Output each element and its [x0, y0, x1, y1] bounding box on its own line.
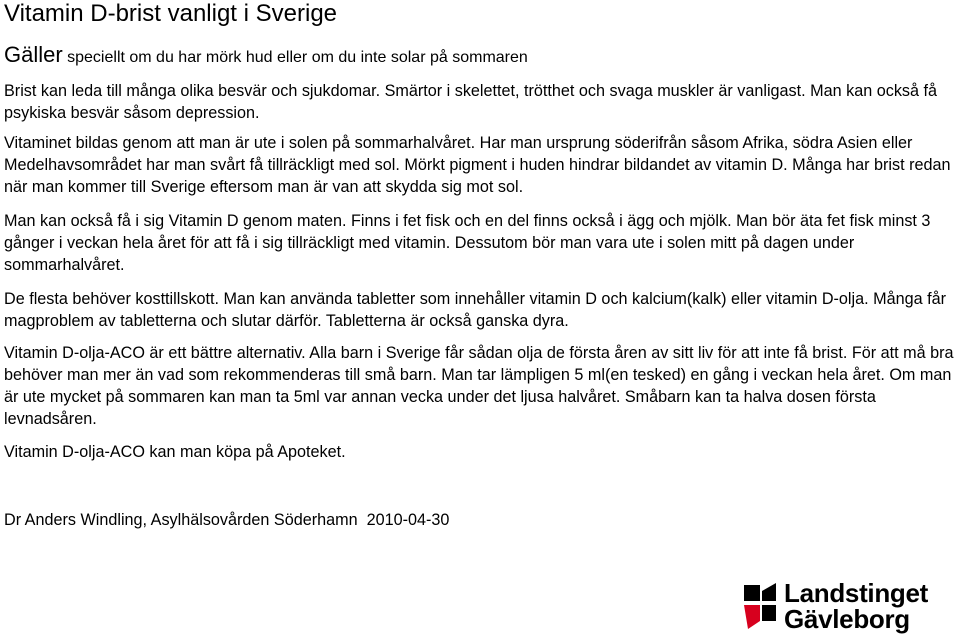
logo-square-top-right: [762, 583, 776, 601]
paragraph-food: Man kan också få i sig Vitamin D genom maten. Finns i fet fisk och en del finns också i ägg och mjölk. Man bör äta fet fisk minst 3 gånger i veckan hela året för att få i sig tillräckligt med vitamin. Dessutom bör man vara ute i solen mitt på dagen under sommarhalvåret.: [4, 212, 931, 274]
document-subtitle: [4, 42, 528, 71]
subtitle-rest: speciellt om du har mörk hud eller om du inte solar på sommaren: [62, 49, 528, 66]
logo-square-bottom-right: [762, 605, 776, 621]
logo-line-2: Gävleborg: [784, 604, 910, 634]
paragraph-symptoms: Brist kan leda till många olika besvär och sjukdomar. Smärtor i skelettet, trötthet och svaga muskler är vanligast. Man kan också få psykiska besvär såsom depression.: [4, 82, 938, 122]
paragraph-aco-oil: Vitamin D-olja-ACO är ett bättre alternativ. Alla barn i Sverige får sådan olja de första åren av sitt liv för att inte få brist. För att må bra behöver man mer än vad som rekommenderas till små barn. Man tar lämpligen 5 ml(en tesked) en gång i veckan hela året. Om man är ute mycket på sommaren kan man ta 5ml var annan vecka under det ljusa halvåret. Småbarn kan ta halva dosen första levnadsåren.: [4, 344, 954, 428]
landstinget-cross-logo-icon: [740, 581, 780, 633]
document-signature: Dr Anders Windling, Asylhälsovården Söderhamn 2010-04-30: [4, 511, 450, 529]
paragraph-sun: Vitaminet bildas genom att man är ute i solen på sommarhalvåret. Har man ursprung söderifrån såsom Afrika, södra Asien eller Medelhavsområdet har man svårt få tillräckligt med sol. Mörkt pigment i huden hindrar bildandet av vitamin D. Många har brist redan när man kommer till Sverige eftersom man är van att skydda sig mot sol.: [4, 134, 951, 196]
landstinget-gavleborg-logo: [740, 576, 954, 636]
document-title: Vitamin D-brist vanligt i Sverige: [4, 0, 338, 27]
paragraph-pharmacy: Vitamin D-olja-ACO kan man köpa på Apoteket.: [4, 443, 346, 461]
paragraph-supplements: De flesta behöver kosttillskott. Man kan använda tabletter som innehåller vitamin D och kalcium(kalk) eller vitamin D-olja. Många får magproblem av tabletterna och slutar därför. Tabletterna är också ganska dyra.: [4, 290, 946, 330]
logo-square-bottom-left: [744, 605, 760, 629]
logo-square-top-left: [744, 585, 760, 601]
subtitle-lead: Gäller: [4, 42, 63, 67]
logo-line-1: Landstinget: [784, 578, 929, 608]
logo-text: [784, 580, 928, 632]
